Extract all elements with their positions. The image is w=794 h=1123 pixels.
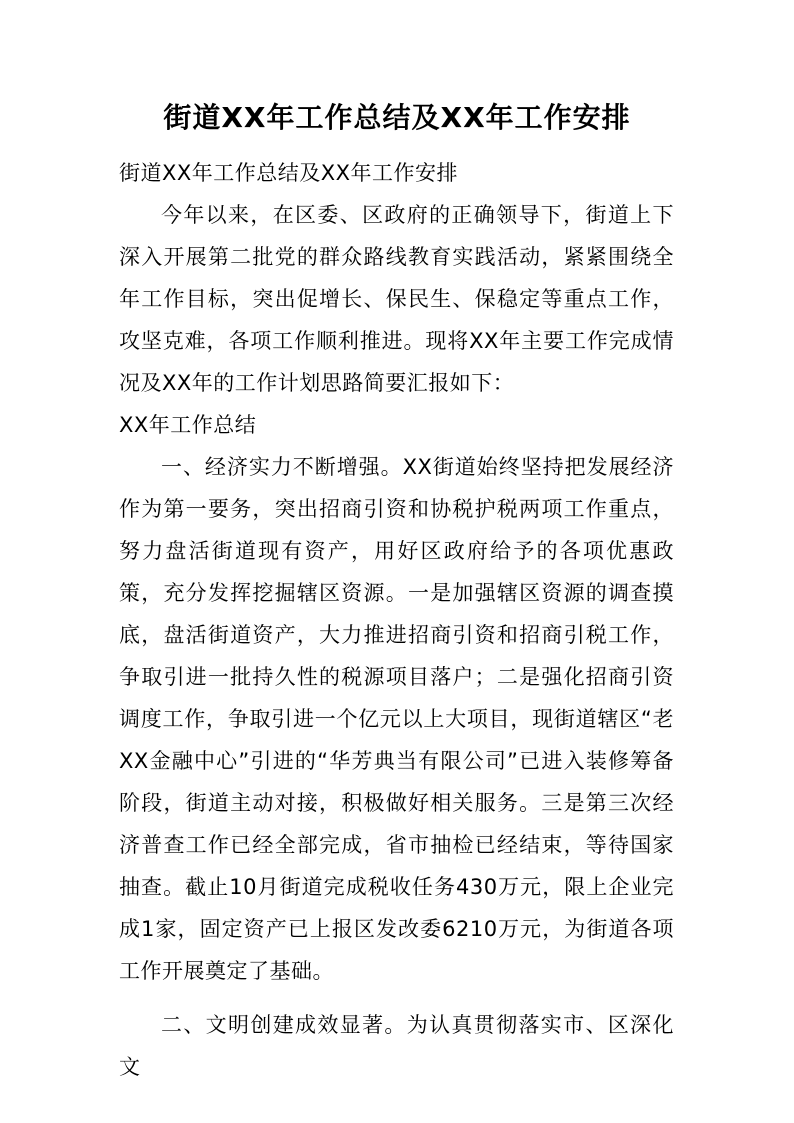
document-subtitle: 街道XX年工作总结及XX年工作安排 xyxy=(119,161,459,185)
intro-paragraph: 今年以来，在区委、区政府的正确领导下，街道上下深入开展第二批党的群众路线教育实践活动，紧紧围绕全年工作目标，突出促增长、保民生、保稳定等重点工作，攻坚克难，各项工作顺利推进。现将XX年主要工作完成情况及XX年的工作计划思路简要汇报如下： xyxy=(119,203,674,395)
document-title: 街道XX年工作总结及XX年工作安排 xyxy=(163,101,631,134)
paragraph-economy: 一、经济实力不断增强。XX街道始终坚持把发展经济作为第一要务，突出招商引资和协税护税两项工作重点，努力盘活街道现有资产，用好区政府给予的各项优惠政策，充分发挥挖掘辖区资源。一是加强辖区资源的调查摸底，盘活街道资产，大力推进招商引资和招商引税工作，争取引进一批持久性的税源项目落户；二是强化招商引资调度工作，争取引进一个亿元以上大项目，现街道辖区“老XX金融中心”引进的“华芳典当有限公司”已进入装修筹备阶段，街道主动对接，积极做好相关服务。三是第三次经济普查工作已经全部完成，省市抽检已经结束，等待国家抽查。截止10月街道完成税收任务430万元，限上企业完成1家，固定资产已上报区发改委6210万元，为街道各项工作开展奠定了基础。 xyxy=(119,455,674,983)
document-body xyxy=(119,152,674,1088)
section-heading: XX年工作总结 xyxy=(119,413,257,437)
paragraph-civilization: 二、文明创建成效显著。为认真贯彻落实市、区深化文 xyxy=(119,1013,674,1079)
